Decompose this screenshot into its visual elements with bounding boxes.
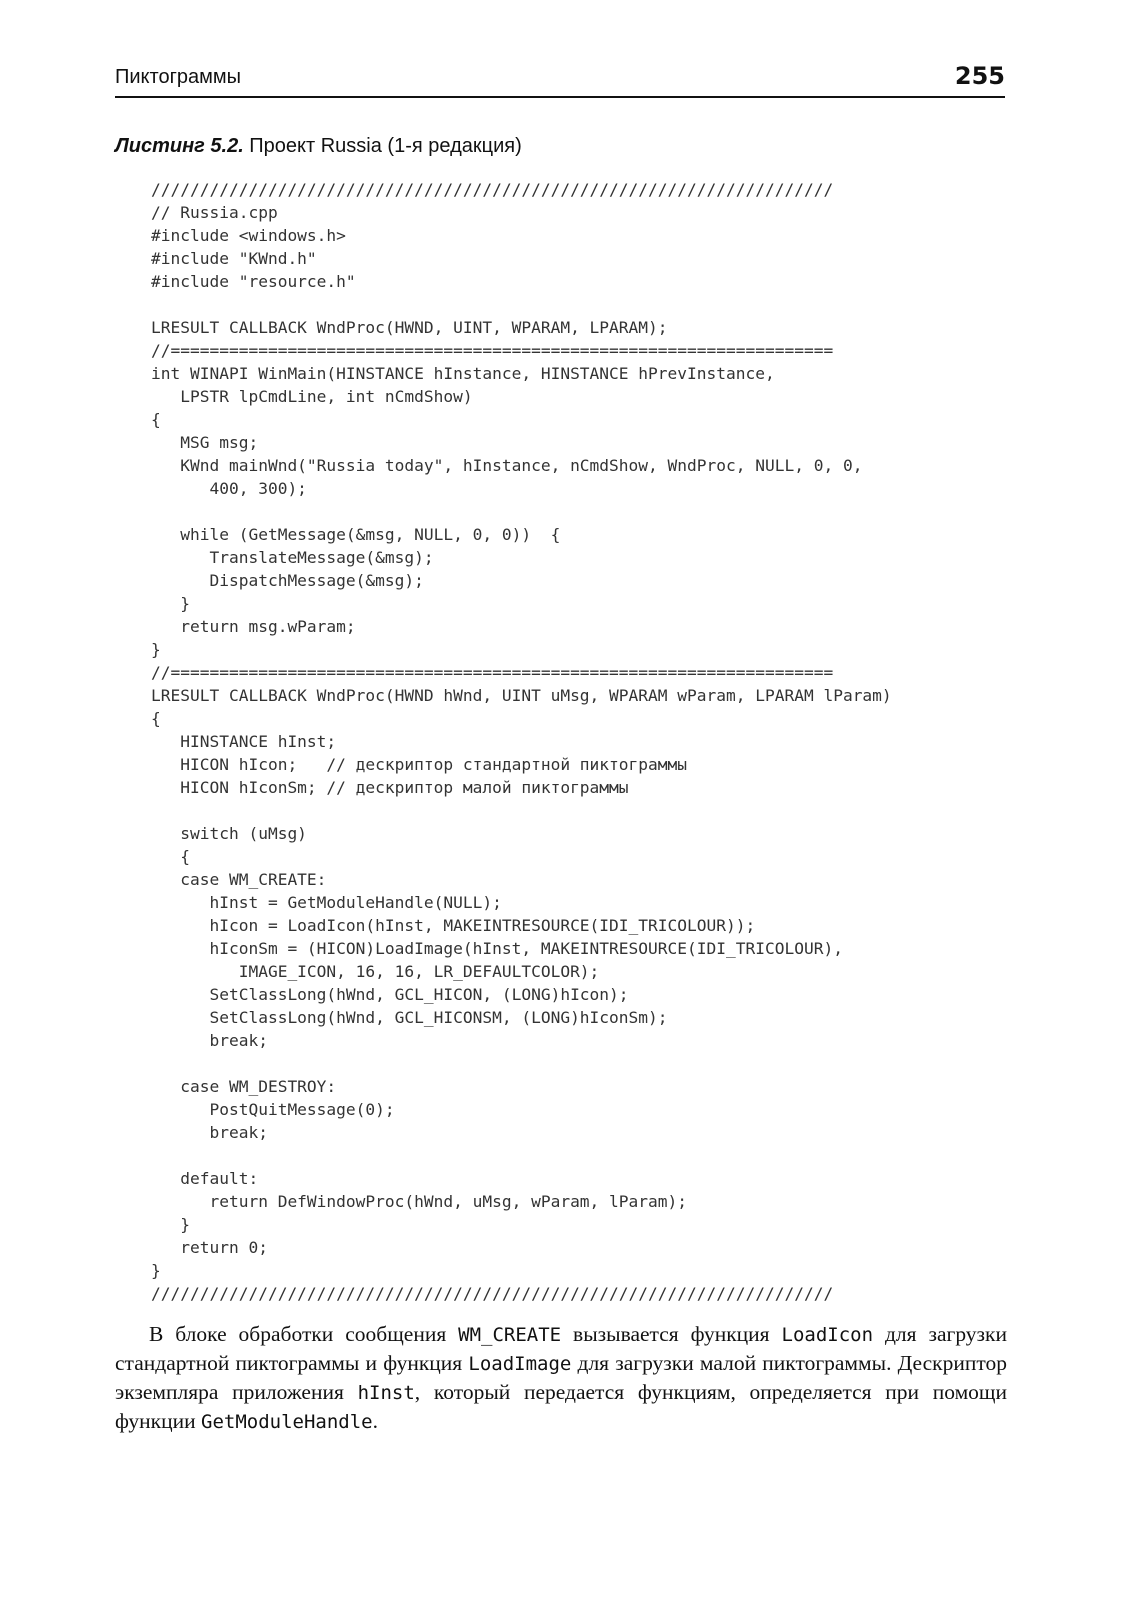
inline-code-wm-create: WM_CREATE <box>458 1324 562 1346</box>
code-line: } <box>151 1215 190 1234</box>
code-line: hIcon = LoadIcon(hInst, MAKEINTRESOURCE(IDI_TRICOLOUR)); <box>151 916 756 935</box>
code-line: { <box>151 709 161 728</box>
code-line: MSG msg; <box>151 433 259 452</box>
code-line: } <box>151 594 190 613</box>
code-line: while (GetMessage(&msg, NULL, 0, 0)) { <box>151 525 561 544</box>
code-line: HICON hIcon; // дескриптор стандартной пиктограммы <box>151 755 688 774</box>
code-line: { <box>151 847 190 866</box>
code-line: IMAGE_ICON, 16, 16, LR_DEFAULTCOLOR); <box>151 962 600 981</box>
code-line: KWnd mainWnd("Russia today", hInstance, nCmdShow, WndProc, NULL, 0, 0, <box>151 456 863 475</box>
code-line: HICON hIconSm; // дескриптор малой пиктограммы <box>151 778 629 797</box>
code-line: default: <box>151 1169 259 1188</box>
code-line: SetClassLong(hWnd, GCL_HICONSM, (LONG)hIconSm); <box>151 1008 668 1027</box>
code-line: return 0; <box>151 1238 268 1257</box>
code-line: LRESULT CALLBACK WndProc(HWND, UINT, WPARAM, LPARAM); <box>151 318 668 337</box>
code-line: { <box>151 410 161 429</box>
code-line: } <box>151 1261 161 1280</box>
code-line: #include "resource.h" <box>151 272 356 291</box>
code-line: LPSTR lpCmdLine, int nCmdShow) <box>151 387 473 406</box>
code-line <box>151 500 892 523</box>
code-line: SetClassLong(hWnd, GCL_HICON, (LONG)hIcon); <box>151 985 629 1004</box>
code-line: PostQuitMessage(0); <box>151 1100 395 1119</box>
code-line: DispatchMessage(&msg); <box>151 571 424 590</box>
code-line: case WM_DESTROY: <box>151 1077 337 1096</box>
code-line: case WM_CREATE: <box>151 870 327 889</box>
code-line: LRESULT CALLBACK WndProc(HWND hWnd, UINT uMsg, WPARAM wParam, LPARAM lParam) <box>151 686 892 705</box>
code-line: switch (uMsg) <box>151 824 307 843</box>
code-line <box>151 1144 892 1167</box>
listing-label: Листинг 5.2. <box>115 135 244 157</box>
body-paragraph <box>115 1320 1007 1436</box>
paragraph-text-4: для загрузки малой пиктограммы. Дескриптор экземпляра приложения <box>115 1351 1007 1404</box>
inline-code-hinst: hInst <box>357 1382 415 1404</box>
code-line: break; <box>151 1123 268 1142</box>
code-line: HINSTANCE hInst; <box>151 732 337 751</box>
code-line <box>151 293 892 316</box>
code-line: //==================================================================== <box>151 663 834 682</box>
code-line: int WINAPI WinMain(HINSTANCE hInstance, HINSTANCE hPrevInstance, <box>151 364 775 383</box>
code-line: #include "KWnd.h" <box>151 249 317 268</box>
code-line: break; <box>151 1031 268 1050</box>
code-line: TranslateMessage(&msg); <box>151 548 434 567</box>
listing-caption <box>115 135 522 158</box>
paragraph-text-5: , который передается функциям, определяется при помощи функции <box>115 1380 1007 1433</box>
code-line: //==================================================================== <box>151 341 834 360</box>
code-line: } <box>151 640 161 659</box>
code-line: return DefWindowProc(hWnd, uMsg, wParam, lParam); <box>151 1192 688 1211</box>
code-line: ////////////////////////////////////////////////////////////////////// <box>151 180 834 199</box>
code-line: ////////////////////////////////////////////////////////////////////// <box>151 1284 834 1303</box>
code-line: return msg.wParam; <box>151 617 356 636</box>
code-line: hIconSm = (HICON)LoadImage(hInst, MAKEINTRESOURCE(IDI_TRICOLOUR), <box>151 939 843 958</box>
code-line: // Russia.cpp <box>151 203 278 222</box>
paragraph-text-2: вызывается функция <box>561 1322 782 1346</box>
paragraph-text-1: В блоке обработки сообщения <box>149 1322 459 1346</box>
code-line <box>151 1052 892 1075</box>
code-line: hInst = GetModuleHandle(NULL); <box>151 893 502 912</box>
listing-caption-text: Проект Russia (1-я редакция) <box>243 135 522 157</box>
inline-code-loadicon: LoadIcon <box>781 1324 874 1346</box>
running-header <box>115 62 1005 98</box>
inline-code-getmodulehandle: GetModuleHandle <box>201 1411 373 1433</box>
code-line: #include <windows.h> <box>151 226 346 245</box>
paragraph-text-3: для загрузки стандартной пиктограммы и функция <box>115 1322 1007 1375</box>
code-line: 400, 300); <box>151 479 307 498</box>
paragraph-text-6: . <box>372 1409 378 1433</box>
inline-code-loadimage: LoadImage <box>468 1353 572 1375</box>
code-line <box>151 799 892 822</box>
code-listing <box>151 178 892 1305</box>
page-number: 255 <box>954 62 1005 90</box>
running-title: Пиктограммы <box>115 66 241 88</box>
